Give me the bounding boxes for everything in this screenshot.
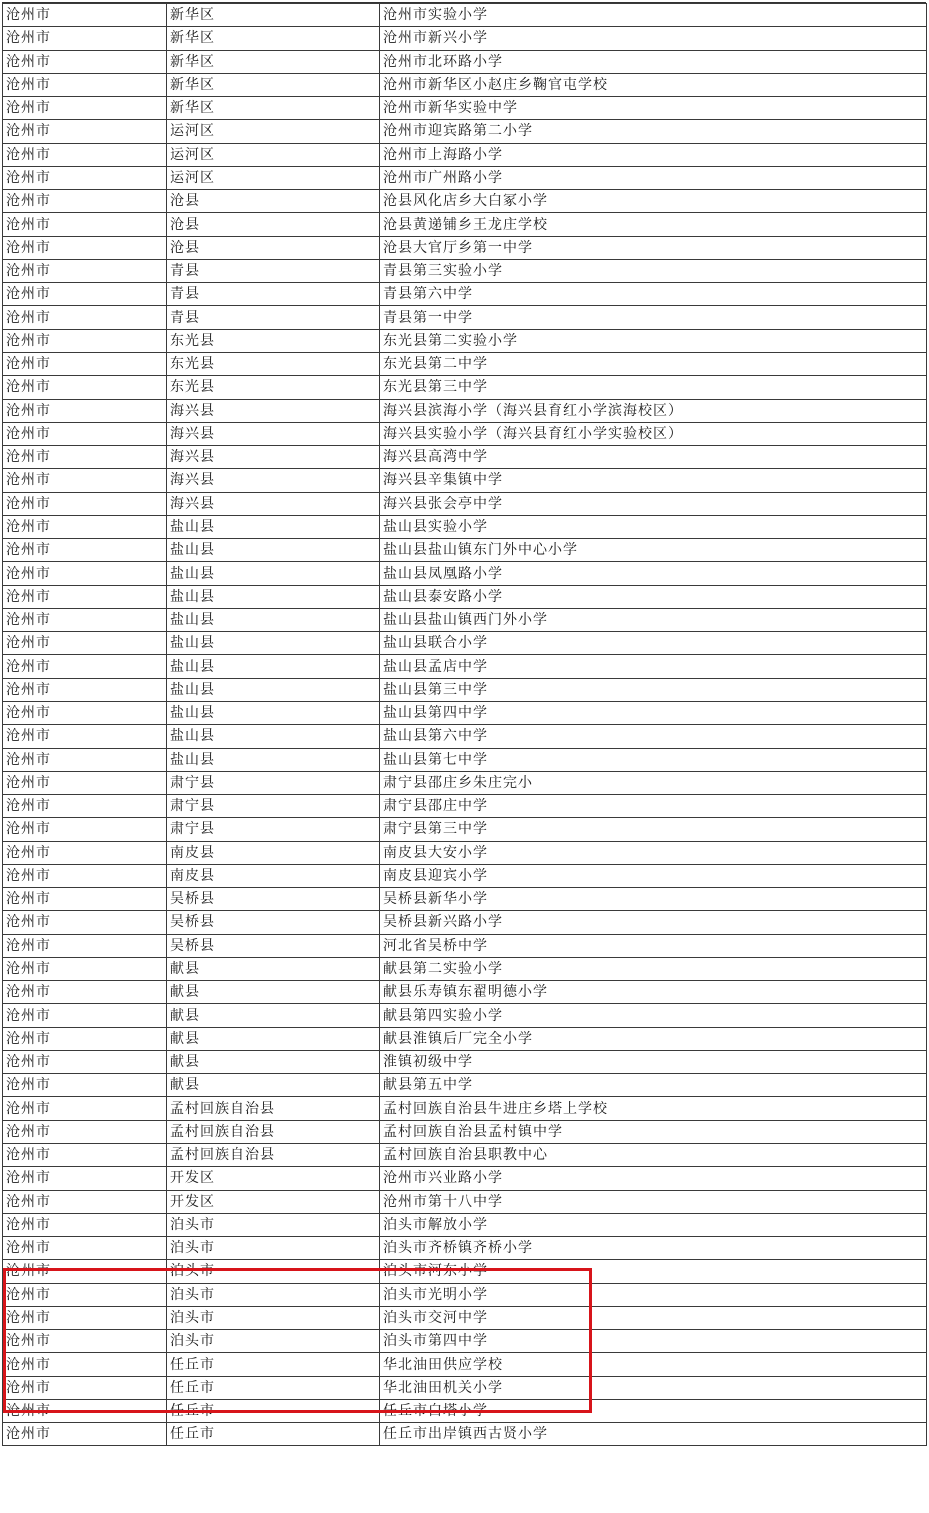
county-cell: 任丘市 xyxy=(167,1423,380,1446)
county-cell: 南皮县 xyxy=(167,864,380,887)
city-cell: 沧州市 xyxy=(3,1190,167,1213)
table-row xyxy=(3,818,927,841)
county-cell: 青县 xyxy=(167,306,380,329)
county-cell: 运河区 xyxy=(167,120,380,143)
county-cell: 运河区 xyxy=(167,143,380,166)
school-cell: 盐山县第六中学 xyxy=(380,725,927,748)
county-cell: 献县 xyxy=(167,957,380,980)
city-cell: 沧州市 xyxy=(3,911,167,934)
table-row xyxy=(3,236,927,259)
school-cell: 东光县第二中学 xyxy=(380,352,927,375)
city-cell: 沧州市 xyxy=(3,1027,167,1050)
county-cell: 献县 xyxy=(167,1027,380,1050)
table-row xyxy=(3,1074,927,1097)
school-cell: 盐山县第七中学 xyxy=(380,748,927,771)
county-cell: 肃宁县 xyxy=(167,795,380,818)
county-cell: 新华区 xyxy=(167,73,380,96)
school-cell: 献县第四实验小学 xyxy=(380,1004,927,1027)
county-cell: 任丘市 xyxy=(167,1376,380,1399)
school-cell: 华北油田机关小学 xyxy=(380,1376,927,1399)
table-row xyxy=(3,1004,927,1027)
county-cell: 吴桥县 xyxy=(167,911,380,934)
school-cell: 任丘市白塔小学 xyxy=(380,1399,927,1422)
school-cell: 南皮县大安小学 xyxy=(380,841,927,864)
county-cell: 孟村回族自治县 xyxy=(167,1097,380,1120)
county-cell: 盐山县 xyxy=(167,678,380,701)
city-cell: 沧州市 xyxy=(3,190,167,213)
school-cell: 沧州市迎宾路第二小学 xyxy=(380,120,927,143)
school-cell: 泊头市齐桥镇齐桥小学 xyxy=(380,1237,927,1260)
table-row-highlighted xyxy=(3,1283,927,1306)
table-row xyxy=(3,1120,927,1143)
school-cell: 海兴县实验小学（海兴县育红小学实验校区） xyxy=(380,422,927,445)
table-row xyxy=(3,1167,927,1190)
school-cell: 献县第二实验小学 xyxy=(380,957,927,980)
county-cell: 肃宁县 xyxy=(167,771,380,794)
city-cell: 沧州市 xyxy=(3,306,167,329)
county-cell: 任丘市 xyxy=(167,1353,380,1376)
table-row xyxy=(3,562,927,585)
city-cell: 沧州市 xyxy=(3,1306,167,1329)
county-cell: 新华区 xyxy=(167,50,380,73)
city-cell: 沧州市 xyxy=(3,236,167,259)
table-row xyxy=(3,1399,927,1422)
table-row xyxy=(3,911,927,934)
city-cell: 沧州市 xyxy=(3,1353,167,1376)
city-cell: 沧州市 xyxy=(3,1004,167,1027)
county-cell: 泊头市 xyxy=(167,1213,380,1236)
school-table xyxy=(2,3,927,1446)
county-cell: 任丘市 xyxy=(167,1399,380,1422)
county-cell: 海兴县 xyxy=(167,446,380,469)
county-cell: 开发区 xyxy=(167,1190,380,1213)
city-cell: 沧州市 xyxy=(3,1213,167,1236)
city-cell: 沧州市 xyxy=(3,446,167,469)
school-cell: 沧州市实验小学 xyxy=(380,4,927,27)
school-cell: 盐山县孟店中学 xyxy=(380,655,927,678)
table-row xyxy=(3,1190,927,1213)
county-cell: 东光县 xyxy=(167,376,380,399)
city-cell: 沧州市 xyxy=(3,1144,167,1167)
table-row xyxy=(3,422,927,445)
school-list-sheet xyxy=(2,2,926,1446)
table-row xyxy=(3,957,927,980)
school-cell: 青县第一中学 xyxy=(380,306,927,329)
school-cell: 献县乐寿镇东翟明德小学 xyxy=(380,981,927,1004)
county-cell: 孟村回族自治县 xyxy=(167,1144,380,1167)
school-cell: 泊头市第四中学 xyxy=(380,1330,927,1353)
school-cell: 海兴县张会亭中学 xyxy=(380,492,927,515)
table-row xyxy=(3,399,927,422)
school-cell: 华北油田供应学校 xyxy=(380,1353,927,1376)
school-cell: 沧州市兴业路小学 xyxy=(380,1167,927,1190)
county-cell: 南皮县 xyxy=(167,841,380,864)
school-cell: 青县第三实验小学 xyxy=(380,259,927,282)
city-cell: 沧州市 xyxy=(3,934,167,957)
school-cell: 沧州市新华区小赵庄乡鞠官屯学校 xyxy=(380,73,927,96)
table-row-highlighted xyxy=(3,1213,927,1236)
county-cell: 青县 xyxy=(167,283,380,306)
city-cell: 沧州市 xyxy=(3,655,167,678)
school-cell: 盐山县联合小学 xyxy=(380,632,927,655)
county-cell: 泊头市 xyxy=(167,1237,380,1260)
city-cell: 沧州市 xyxy=(3,701,167,724)
school-cell: 肃宁县邵庄乡朱庄完小 xyxy=(380,771,927,794)
city-cell: 沧州市 xyxy=(3,1167,167,1190)
table-row xyxy=(3,283,927,306)
school-cell: 泊头市解放小学 xyxy=(380,1213,927,1236)
city-cell: 沧州市 xyxy=(3,1399,167,1422)
county-cell: 献县 xyxy=(167,1004,380,1027)
county-cell: 肃宁县 xyxy=(167,818,380,841)
school-cell: 盐山县盐山镇西门外小学 xyxy=(380,608,927,631)
school-cell: 沧州市新兴小学 xyxy=(380,27,927,50)
school-cell: 任丘市出岸镇西古贤小学 xyxy=(380,1423,927,1446)
table-row xyxy=(3,585,927,608)
school-cell: 肃宁县第三中学 xyxy=(380,818,927,841)
city-cell: 沧州市 xyxy=(3,422,167,445)
city-cell: 沧州市 xyxy=(3,259,167,282)
county-cell: 泊头市 xyxy=(167,1283,380,1306)
city-cell: 沧州市 xyxy=(3,213,167,236)
school-cell: 沧州市上海路小学 xyxy=(380,143,927,166)
table-row xyxy=(3,1423,927,1446)
school-cell: 吴桥县新兴路小学 xyxy=(380,911,927,934)
table-row xyxy=(3,120,927,143)
city-cell: 沧州市 xyxy=(3,1423,167,1446)
city-cell: 沧州市 xyxy=(3,4,167,27)
city-cell: 沧州市 xyxy=(3,1283,167,1306)
school-cell: 盐山县第四中学 xyxy=(380,701,927,724)
table-row xyxy=(3,4,927,27)
county-cell: 新华区 xyxy=(167,97,380,120)
county-cell: 吴桥县 xyxy=(167,934,380,957)
school-cell: 海兴县高湾中学 xyxy=(380,446,927,469)
city-cell: 沧州市 xyxy=(3,73,167,96)
city-cell: 沧州市 xyxy=(3,1074,167,1097)
city-cell: 沧州市 xyxy=(3,143,167,166)
county-cell: 吴桥县 xyxy=(167,888,380,911)
school-cell: 盐山县盐山镇东门外中心小学 xyxy=(380,539,927,562)
city-cell: 沧州市 xyxy=(3,1330,167,1353)
city-cell: 沧州市 xyxy=(3,841,167,864)
school-cell: 盐山县第三中学 xyxy=(380,678,927,701)
county-cell: 青县 xyxy=(167,259,380,282)
school-cell: 沧县大官厅乡第一中学 xyxy=(380,236,927,259)
table-row xyxy=(3,143,927,166)
city-cell: 沧州市 xyxy=(3,1376,167,1399)
city-cell: 沧州市 xyxy=(3,1120,167,1143)
table-row xyxy=(3,771,927,794)
county-cell: 泊头市 xyxy=(167,1330,380,1353)
table-row xyxy=(3,841,927,864)
county-cell: 盐山县 xyxy=(167,701,380,724)
city-cell: 沧州市 xyxy=(3,725,167,748)
city-cell: 沧州市 xyxy=(3,771,167,794)
table-row-highlighted xyxy=(3,1260,927,1283)
table-row xyxy=(3,213,927,236)
county-cell: 海兴县 xyxy=(167,399,380,422)
city-cell: 沧州市 xyxy=(3,469,167,492)
table-row xyxy=(3,1376,927,1399)
school-table-body xyxy=(3,4,927,1446)
table-row xyxy=(3,329,927,352)
county-cell: 盐山县 xyxy=(167,748,380,771)
table-row xyxy=(3,306,927,329)
city-cell: 沧州市 xyxy=(3,399,167,422)
school-cell: 盐山县凤凰路小学 xyxy=(380,562,927,585)
table-row xyxy=(3,50,927,73)
school-cell: 泊头市河东小学 xyxy=(380,1260,927,1283)
table-row xyxy=(3,27,927,50)
table-row xyxy=(3,981,927,1004)
county-cell: 沧县 xyxy=(167,213,380,236)
table-row xyxy=(3,888,927,911)
table-row-highlighted xyxy=(3,1237,927,1260)
school-cell: 孟村回族自治县孟村镇中学 xyxy=(380,1120,927,1143)
table-row xyxy=(3,632,927,655)
city-cell: 沧州市 xyxy=(3,981,167,1004)
school-cell: 盐山县泰安路小学 xyxy=(380,585,927,608)
county-cell: 新华区 xyxy=(167,27,380,50)
table-row xyxy=(3,725,927,748)
county-cell: 海兴县 xyxy=(167,469,380,492)
table-row xyxy=(3,515,927,538)
city-cell: 沧州市 xyxy=(3,888,167,911)
city-cell: 沧州市 xyxy=(3,166,167,189)
county-cell: 盐山县 xyxy=(167,725,380,748)
city-cell: 沧州市 xyxy=(3,818,167,841)
table-row-highlighted xyxy=(3,1306,927,1329)
city-cell: 沧州市 xyxy=(3,1050,167,1073)
county-cell: 泊头市 xyxy=(167,1306,380,1329)
city-cell: 沧州市 xyxy=(3,120,167,143)
table-row xyxy=(3,469,927,492)
city-cell: 沧州市 xyxy=(3,795,167,818)
school-cell: 沧县黄递铺乡王龙庄学校 xyxy=(380,213,927,236)
county-cell: 盐山县 xyxy=(167,562,380,585)
school-cell: 青县第六中学 xyxy=(380,283,927,306)
county-cell: 盐山县 xyxy=(167,585,380,608)
school-cell: 东光县第三中学 xyxy=(380,376,927,399)
school-cell: 沧州市第十八中学 xyxy=(380,1190,927,1213)
table-row xyxy=(3,1050,927,1073)
table-row xyxy=(3,655,927,678)
table-row xyxy=(3,446,927,469)
county-cell: 海兴县 xyxy=(167,422,380,445)
county-cell: 献县 xyxy=(167,1074,380,1097)
table-row xyxy=(3,166,927,189)
county-cell: 盐山县 xyxy=(167,515,380,538)
table-row-highlighted xyxy=(3,1330,927,1353)
city-cell: 沧州市 xyxy=(3,329,167,352)
school-cell: 沧州市新华实验中学 xyxy=(380,97,927,120)
city-cell: 沧州市 xyxy=(3,562,167,585)
city-cell: 沧州市 xyxy=(3,97,167,120)
school-cell: 淮镇初级中学 xyxy=(380,1050,927,1073)
table-row xyxy=(3,97,927,120)
county-cell: 海兴县 xyxy=(167,492,380,515)
table-row xyxy=(3,1097,927,1120)
county-cell: 孟村回族自治县 xyxy=(167,1120,380,1143)
school-cell: 盐山县实验小学 xyxy=(380,515,927,538)
county-cell: 盐山县 xyxy=(167,608,380,631)
county-cell: 盐山县 xyxy=(167,539,380,562)
city-cell: 沧州市 xyxy=(3,585,167,608)
table-row xyxy=(3,492,927,515)
county-cell: 泊头市 xyxy=(167,1260,380,1283)
county-cell: 献县 xyxy=(167,981,380,1004)
city-cell: 沧州市 xyxy=(3,632,167,655)
school-cell: 海兴县辛集镇中学 xyxy=(380,469,927,492)
city-cell: 沧州市 xyxy=(3,539,167,562)
city-cell: 沧州市 xyxy=(3,748,167,771)
table-row xyxy=(3,864,927,887)
county-cell: 沧县 xyxy=(167,190,380,213)
city-cell: 沧州市 xyxy=(3,50,167,73)
table-row xyxy=(3,259,927,282)
county-cell: 东光县 xyxy=(167,329,380,352)
table-row xyxy=(3,701,927,724)
table-row xyxy=(3,1027,927,1050)
table-row xyxy=(3,608,927,631)
city-cell: 沧州市 xyxy=(3,283,167,306)
school-cell: 泊头市交河中学 xyxy=(380,1306,927,1329)
school-cell: 献县淮镇后厂完全小学 xyxy=(380,1027,927,1050)
city-cell: 沧州市 xyxy=(3,1097,167,1120)
county-cell: 沧县 xyxy=(167,236,380,259)
table-row xyxy=(3,73,927,96)
city-cell: 沧州市 xyxy=(3,864,167,887)
county-cell: 运河区 xyxy=(167,166,380,189)
city-cell: 沧州市 xyxy=(3,1260,167,1283)
school-cell: 肃宁县邵庄中学 xyxy=(380,795,927,818)
school-cell: 孟村回族自治县职教中心 xyxy=(380,1144,927,1167)
school-cell: 吴桥县新华小学 xyxy=(380,888,927,911)
table-row xyxy=(3,678,927,701)
school-cell: 河北省吴桥中学 xyxy=(380,934,927,957)
school-cell: 海兴县滨海小学（海兴县育红小学滨海校区） xyxy=(380,399,927,422)
city-cell: 沧州市 xyxy=(3,492,167,515)
county-cell: 献县 xyxy=(167,1050,380,1073)
city-cell: 沧州市 xyxy=(3,678,167,701)
city-cell: 沧州市 xyxy=(3,352,167,375)
table-row xyxy=(3,190,927,213)
school-cell: 南皮县迎宾小学 xyxy=(380,864,927,887)
county-cell: 新华区 xyxy=(167,4,380,27)
table-row xyxy=(3,539,927,562)
school-cell: 沧州市北环路小学 xyxy=(380,50,927,73)
city-cell: 沧州市 xyxy=(3,27,167,50)
county-cell: 盐山县 xyxy=(167,632,380,655)
table-row xyxy=(3,795,927,818)
city-cell: 沧州市 xyxy=(3,957,167,980)
table-row xyxy=(3,1144,927,1167)
county-cell: 开发区 xyxy=(167,1167,380,1190)
school-cell: 泊头市光明小学 xyxy=(380,1283,927,1306)
school-cell: 沧州市广州路小学 xyxy=(380,166,927,189)
school-cell: 东光县第二实验小学 xyxy=(380,329,927,352)
table-row xyxy=(3,376,927,399)
city-cell: 沧州市 xyxy=(3,376,167,399)
city-cell: 沧州市 xyxy=(3,1237,167,1260)
county-cell: 盐山县 xyxy=(167,655,380,678)
table-row xyxy=(3,748,927,771)
table-row xyxy=(3,1353,927,1376)
school-cell: 孟村回族自治县牛进庄乡塔上学校 xyxy=(380,1097,927,1120)
table-row xyxy=(3,352,927,375)
city-cell: 沧州市 xyxy=(3,608,167,631)
city-cell: 沧州市 xyxy=(3,515,167,538)
school-cell: 沧县风化店乡大白冢小学 xyxy=(380,190,927,213)
table-row xyxy=(3,934,927,957)
school-cell: 献县第五中学 xyxy=(380,1074,927,1097)
county-cell: 东光县 xyxy=(167,352,380,375)
